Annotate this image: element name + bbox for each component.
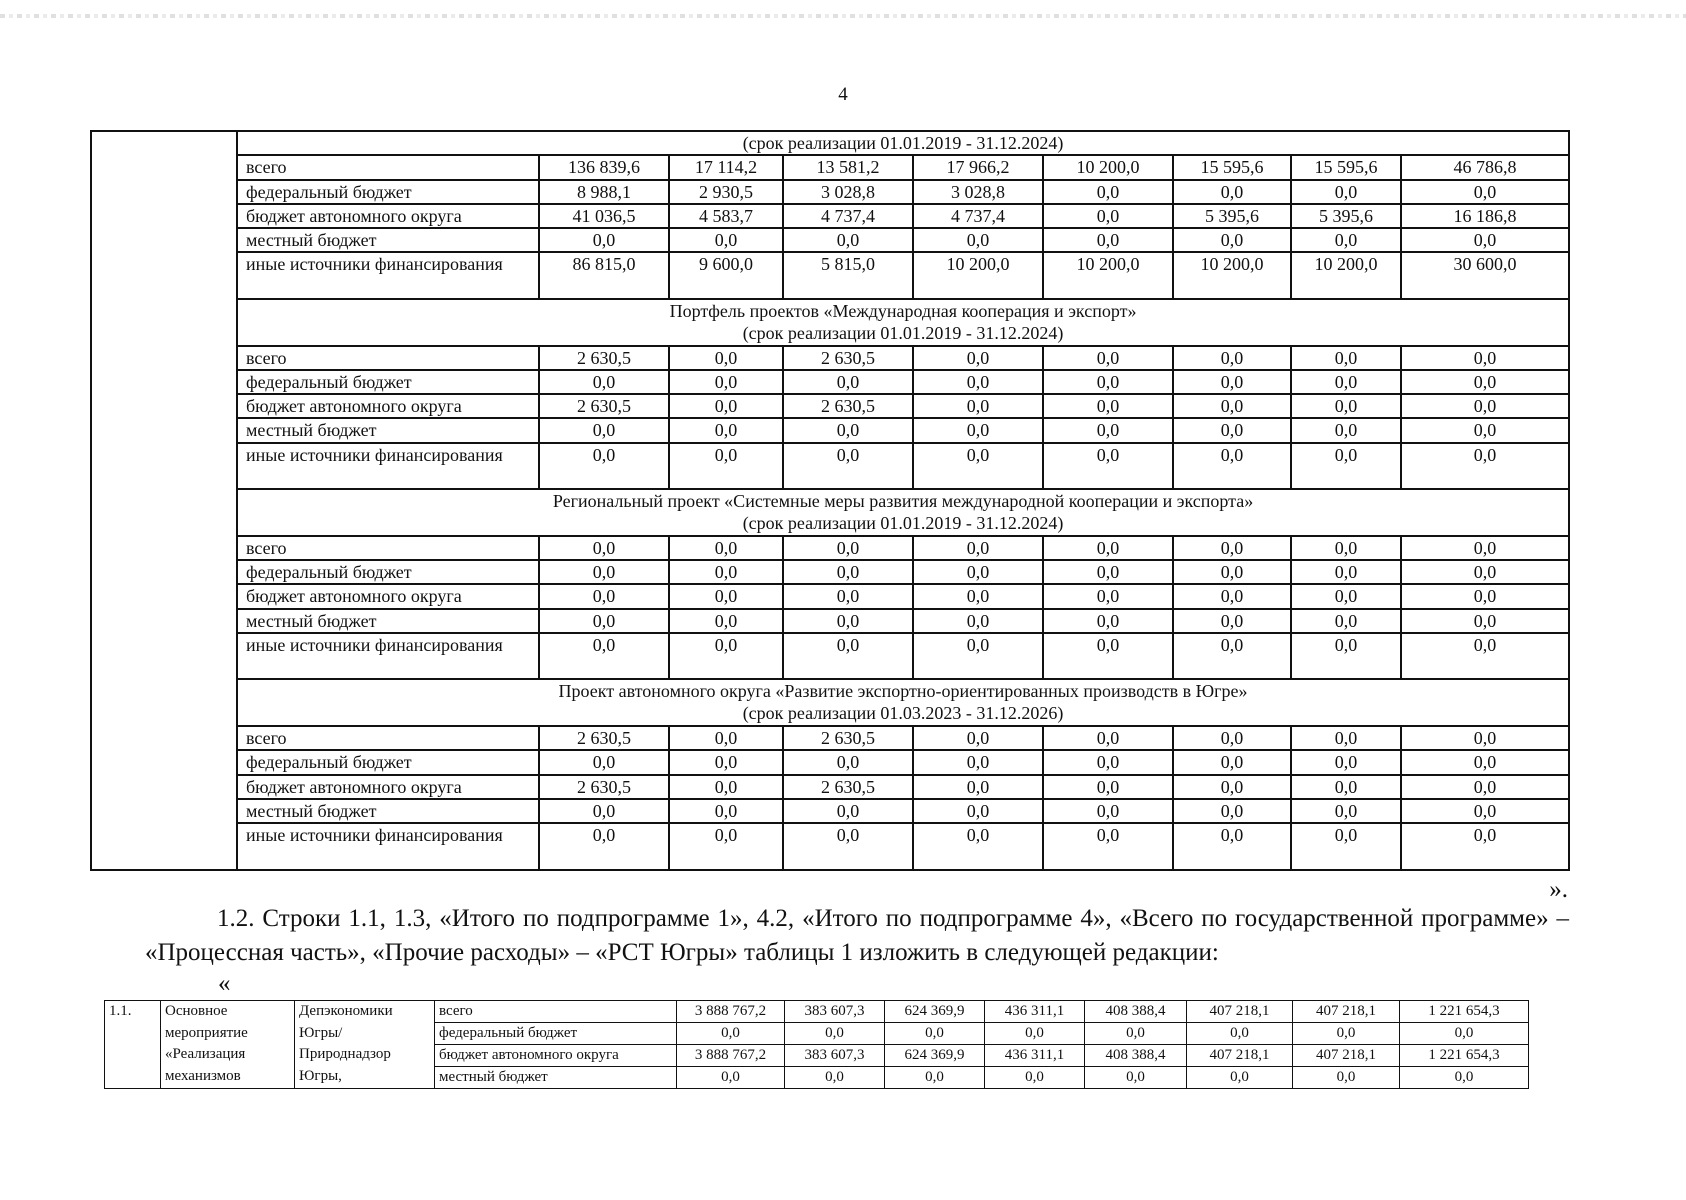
value-cell: 0,0 (539, 584, 669, 608)
value-cell: 0,0 (1401, 370, 1569, 394)
value-cell: 15 595,6 (1291, 155, 1401, 179)
value-cell: 0,0 (1043, 726, 1173, 750)
value-cell: 0,0 (539, 609, 669, 633)
value-cell: 0,0 (1173, 560, 1291, 584)
left-stub-cell (91, 131, 237, 870)
value-cell: 0,0 (1400, 1023, 1529, 1045)
value-cell: 0,0 (783, 633, 913, 680)
row-label: местный бюджет (237, 609, 539, 633)
value-cell: 0,0 (1173, 418, 1291, 442)
row-label: федеральный бюджет (237, 370, 539, 394)
value-cell: 0,0 (885, 1023, 985, 1045)
value-cell: 0,0 (1401, 418, 1569, 442)
value-cell: 436 311,1 (985, 1045, 1085, 1067)
value-cell: 0,0 (1085, 1067, 1187, 1089)
value-cell: 0,0 (783, 370, 913, 394)
value-cell: 10 200,0 (1043, 155, 1173, 179)
value-cell: 0,0 (913, 370, 1043, 394)
section-title-line: Проект автономного округа «Развитие экспортно-ориентированных производств в Югре» (558, 681, 1248, 702)
value-cell: 3 028,8 (913, 180, 1043, 204)
value-cell: 0,0 (539, 799, 669, 823)
row-label: бюджет автономного округа (435, 1045, 677, 1067)
value-cell: 0,0 (669, 823, 783, 870)
value-cell: 0,0 (1291, 823, 1401, 870)
value-cell: 10 200,0 (1173, 252, 1291, 299)
value-cell: 0,0 (783, 609, 913, 633)
value-cell: 0,0 (783, 584, 913, 608)
value-cell: 0,0 (1173, 799, 1291, 823)
value-cell: 0,0 (539, 823, 669, 870)
value-cell: 383 607,3 (785, 1045, 885, 1067)
value-cell: 0,0 (1173, 726, 1291, 750)
value-cell: 9 600,0 (669, 252, 783, 299)
value-cell: 0,0 (1401, 394, 1569, 418)
value-cell: 0,0 (669, 750, 783, 774)
value-cell: 0,0 (783, 799, 913, 823)
value-cell: 1 221 654,3 (1400, 1001, 1529, 1023)
value-cell: 0,0 (1173, 750, 1291, 774)
value-cell: 0,0 (913, 560, 1043, 584)
value-cell: 2 630,5 (783, 394, 913, 418)
row-label: местный бюджет (237, 418, 539, 442)
value-cell: 0,0 (913, 584, 1043, 608)
value-cell: 0,0 (783, 228, 913, 252)
row-label: бюджет автономного округа (237, 204, 539, 228)
value-cell: 0,0 (1291, 180, 1401, 204)
row-number: 1.1. (105, 1001, 161, 1089)
value-cell: 0,0 (1401, 584, 1569, 608)
value-cell: 10 200,0 (1043, 252, 1173, 299)
value-cell: 0,0 (1187, 1023, 1293, 1045)
value-cell: 0,0 (1173, 443, 1291, 490)
value-cell: 407 218,1 (1187, 1001, 1293, 1023)
value-cell: 0,0 (913, 394, 1043, 418)
value-cell: 0,0 (913, 633, 1043, 680)
value-cell: 0,0 (1401, 750, 1569, 774)
value-cell: 10 200,0 (1291, 252, 1401, 299)
value-cell: 0,0 (1043, 750, 1173, 774)
value-cell: 0,0 (669, 560, 783, 584)
value-cell: 0,0 (1401, 726, 1569, 750)
value-cell: 0,0 (1043, 443, 1173, 490)
value-cell: 0,0 (1043, 775, 1173, 799)
value-cell: 0,0 (785, 1067, 885, 1089)
row-label: иные источники финансирования (237, 823, 539, 870)
value-cell: 0,0 (1173, 584, 1291, 608)
section-title-line: Региональный проект «Системные меры развития международной кооперации и экспорта» (552, 491, 1254, 512)
closing-quote: ». (1549, 876, 1568, 903)
value-cell: 0,0 (1401, 609, 1569, 633)
value-cell: 15 595,6 (1173, 155, 1291, 179)
value-cell: 0,0 (1291, 370, 1401, 394)
value-cell: 0,0 (1291, 609, 1401, 633)
value-cell: 0,0 (1401, 346, 1569, 370)
row-label: всего (237, 155, 539, 179)
section-period: (срок реализации 01.01.2019 - 31.12.2024) (742, 322, 1064, 343)
value-cell: 17 966,2 (913, 155, 1043, 179)
value-cell: 5 395,6 (1173, 204, 1291, 228)
value-cell: 0,0 (1401, 823, 1569, 870)
value-cell: 0,0 (913, 750, 1043, 774)
section-period: (срок реализации 01.03.2023 - 31.12.2026) (742, 703, 1064, 724)
value-cell: 0,0 (1400, 1067, 1529, 1089)
value-cell: 0,0 (1043, 418, 1173, 442)
paragraph-text: 1.2. Строки 1.1, 1.3, «Итого по подпрограмме 1», 4.2, «Итого по подпрограмме 4», «Всего по государственной программе» – «Процессная часть», «Прочие расходы» – «РСТ Югры» таблицы 1 изложить в следующей редакции: (145, 905, 1569, 966)
section-title: (срок реализации 01.01.2019 - 31.12.2024) (237, 131, 1569, 155)
value-cell: 5 395,6 (1291, 204, 1401, 228)
value-cell: 0,0 (669, 536, 783, 560)
value-cell: 5 815,0 (783, 252, 913, 299)
row-label: местный бюджет (237, 228, 539, 252)
value-cell: 0,0 (539, 560, 669, 584)
value-cell: 0,0 (1173, 394, 1291, 418)
value-cell: 0,0 (1291, 633, 1401, 680)
value-cell: 0,0 (1043, 394, 1173, 418)
value-cell: 3 888 767,2 (677, 1001, 785, 1023)
value-cell: 0,0 (985, 1067, 1085, 1089)
amendment-paragraph (145, 902, 1569, 970)
value-cell: 0,0 (1043, 633, 1173, 680)
value-cell: 0,0 (1043, 799, 1173, 823)
section-title (237, 679, 1569, 726)
value-cell: 0,0 (539, 443, 669, 490)
value-cell: 0,0 (913, 823, 1043, 870)
value-cell: 2 630,5 (783, 346, 913, 370)
row-label: бюджет автономного округа (237, 584, 539, 608)
value-cell: 407 218,1 (1187, 1045, 1293, 1067)
value-cell: 0,0 (1173, 536, 1291, 560)
value-cell: 0,0 (1291, 228, 1401, 252)
value-cell: 0,0 (539, 370, 669, 394)
value-cell: 0,0 (1401, 180, 1569, 204)
value-cell: 0,0 (1291, 394, 1401, 418)
value-cell: 0,0 (669, 799, 783, 823)
value-cell: 3 028,8 (783, 180, 913, 204)
value-cell: 0,0 (677, 1023, 785, 1045)
value-cell: 0,0 (539, 633, 669, 680)
row-label: всего (237, 536, 539, 560)
row-label: федеральный бюджет (435, 1023, 677, 1045)
value-cell: 0,0 (677, 1067, 785, 1089)
value-cell: 0,0 (539, 536, 669, 560)
page-number: 4 (838, 84, 848, 105)
value-cell: 407 218,1 (1293, 1045, 1400, 1067)
value-cell: 0,0 (669, 394, 783, 418)
value-cell: 0,0 (1291, 443, 1401, 490)
value-cell: 0,0 (1291, 560, 1401, 584)
value-cell: 30 600,0 (1401, 252, 1569, 299)
value-cell: 0,0 (885, 1067, 985, 1089)
value-cell: 0,0 (669, 633, 783, 680)
value-cell: 2 630,5 (539, 346, 669, 370)
financing-table (90, 130, 1570, 871)
value-cell: 0,0 (913, 346, 1043, 370)
section-title-line: Портфель проектов «Международная кооперация и экспорт» (669, 300, 1137, 321)
value-cell: 16 186,8 (1401, 204, 1569, 228)
value-cell: 0,0 (1293, 1067, 1400, 1089)
value-cell: 0,0 (785, 1023, 885, 1045)
value-cell: 0,0 (913, 799, 1043, 823)
value-cell: 0,0 (1401, 443, 1569, 490)
value-cell: 0,0 (1291, 418, 1401, 442)
value-cell: 0,0 (669, 609, 783, 633)
row-label: бюджет автономного округа (237, 394, 539, 418)
value-cell: 624 369,9 (885, 1001, 985, 1023)
value-cell: 0,0 (1291, 346, 1401, 370)
value-cell: 0,0 (669, 443, 783, 490)
value-cell: 0,0 (1173, 609, 1291, 633)
measure-name: Основное мероприятие «Реализация механизмов (161, 1001, 295, 1089)
value-cell: 0,0 (1173, 346, 1291, 370)
row-label: иные источники финансирования (237, 443, 539, 490)
value-cell: 407 218,1 (1293, 1001, 1400, 1023)
value-cell: 0,0 (1085, 1023, 1187, 1045)
value-cell: 436 311,1 (985, 1001, 1085, 1023)
row-label: федеральный бюджет (237, 180, 539, 204)
value-cell: 4 737,4 (913, 204, 1043, 228)
value-cell: 0,0 (1401, 775, 1569, 799)
value-cell: 0,0 (913, 775, 1043, 799)
row-label: иные источники финансирования (237, 633, 539, 680)
value-cell: 0,0 (1173, 180, 1291, 204)
value-cell: 0,0 (1043, 584, 1173, 608)
value-cell: 0,0 (1173, 633, 1291, 680)
row-label: местный бюджет (435, 1067, 677, 1089)
value-cell: 0,0 (1401, 228, 1569, 252)
value-cell: 0,0 (913, 443, 1043, 490)
value-cell: 624 369,9 (885, 1045, 985, 1067)
value-cell: 2 630,5 (783, 726, 913, 750)
value-cell: 136 839,6 (539, 155, 669, 179)
value-cell: 0,0 (783, 536, 913, 560)
value-cell: 0,0 (669, 370, 783, 394)
program-table (104, 1000, 1529, 1089)
value-cell: 408 388,4 (1085, 1001, 1187, 1023)
value-cell: 0,0 (783, 823, 913, 870)
value-cell: 0,0 (1043, 370, 1173, 394)
section-title (237, 489, 1569, 536)
value-cell: 0,0 (539, 750, 669, 774)
value-cell: 86 815,0 (539, 252, 669, 299)
row-label: местный бюджет (237, 799, 539, 823)
value-cell: 0,0 (913, 228, 1043, 252)
value-cell: 17 114,2 (669, 155, 783, 179)
value-cell: 8 988,1 (539, 180, 669, 204)
value-cell: 0,0 (1291, 799, 1401, 823)
value-cell: 2 630,5 (539, 775, 669, 799)
value-cell: 0,0 (1043, 346, 1173, 370)
value-cell: 0,0 (669, 418, 783, 442)
row-label: всего (237, 726, 539, 750)
value-cell: 41 036,5 (539, 204, 669, 228)
value-cell: 0,0 (985, 1023, 1085, 1045)
executor-name: Депэкономики Югры/ Природнадзор Югры, (295, 1001, 435, 1089)
value-cell: 0,0 (1291, 726, 1401, 750)
row-label: федеральный бюджет (237, 750, 539, 774)
value-cell: 4 737,4 (783, 204, 913, 228)
value-cell: 1 221 654,3 (1400, 1045, 1529, 1067)
value-cell: 0,0 (913, 609, 1043, 633)
value-cell: 0,0 (539, 228, 669, 252)
value-cell: 0,0 (669, 726, 783, 750)
value-cell: 0,0 (1173, 370, 1291, 394)
value-cell: 0,0 (669, 228, 783, 252)
value-cell: 0,0 (539, 418, 669, 442)
section-title (237, 299, 1569, 346)
value-cell: 4 583,7 (669, 204, 783, 228)
opening-quote: « (218, 970, 231, 997)
value-cell: 0,0 (1173, 775, 1291, 799)
value-cell: 0,0 (1293, 1023, 1400, 1045)
row-label: федеральный бюджет (237, 560, 539, 584)
row-label: иные источники финансирования (237, 252, 539, 299)
row-label: всего (237, 346, 539, 370)
value-cell: 2 930,5 (669, 180, 783, 204)
value-cell: 0,0 (1043, 823, 1173, 870)
value-cell: 0,0 (1401, 560, 1569, 584)
value-cell: 383 607,3 (785, 1001, 885, 1023)
row-label: всего (435, 1001, 677, 1023)
value-cell: 0,0 (783, 560, 913, 584)
row-label: бюджет автономного округа (237, 775, 539, 799)
value-cell: 0,0 (1043, 204, 1173, 228)
value-cell: 0,0 (1401, 633, 1569, 680)
value-cell: 408 388,4 (1085, 1045, 1187, 1067)
value-cell: 2 630,5 (539, 394, 669, 418)
value-cell: 0,0 (669, 775, 783, 799)
value-cell: 10 200,0 (913, 252, 1043, 299)
value-cell: 0,0 (913, 536, 1043, 560)
value-cell: 0,0 (1291, 584, 1401, 608)
value-cell: 0,0 (783, 750, 913, 774)
value-cell: 0,0 (1043, 609, 1173, 633)
value-cell: 2 630,5 (539, 726, 669, 750)
scan-edge-artifact (0, 14, 1686, 18)
value-cell: 0,0 (1043, 180, 1173, 204)
value-cell: 0,0 (1291, 750, 1401, 774)
value-cell: 0,0 (1173, 228, 1291, 252)
value-cell: 0,0 (1401, 799, 1569, 823)
value-cell: 13 581,2 (783, 155, 913, 179)
value-cell: 0,0 (669, 584, 783, 608)
value-cell: 0,0 (1187, 1067, 1293, 1089)
value-cell: 0,0 (1291, 536, 1401, 560)
value-cell: 46 786,8 (1401, 155, 1569, 179)
value-cell: 0,0 (1173, 823, 1291, 870)
value-cell: 0,0 (913, 726, 1043, 750)
value-cell: 0,0 (783, 418, 913, 442)
value-cell: 0,0 (669, 346, 783, 370)
value-cell: 0,0 (1043, 228, 1173, 252)
value-cell: 0,0 (783, 443, 913, 490)
value-cell: 0,0 (913, 418, 1043, 442)
section-period: (срок реализации 01.01.2019 - 31.12.2024) (742, 513, 1064, 534)
value-cell: 0,0 (1401, 536, 1569, 560)
value-cell: 0,0 (1043, 536, 1173, 560)
value-cell: 3 888 767,2 (677, 1045, 785, 1067)
value-cell: 0,0 (1291, 775, 1401, 799)
value-cell: 0,0 (1043, 560, 1173, 584)
value-cell: 2 630,5 (783, 775, 913, 799)
